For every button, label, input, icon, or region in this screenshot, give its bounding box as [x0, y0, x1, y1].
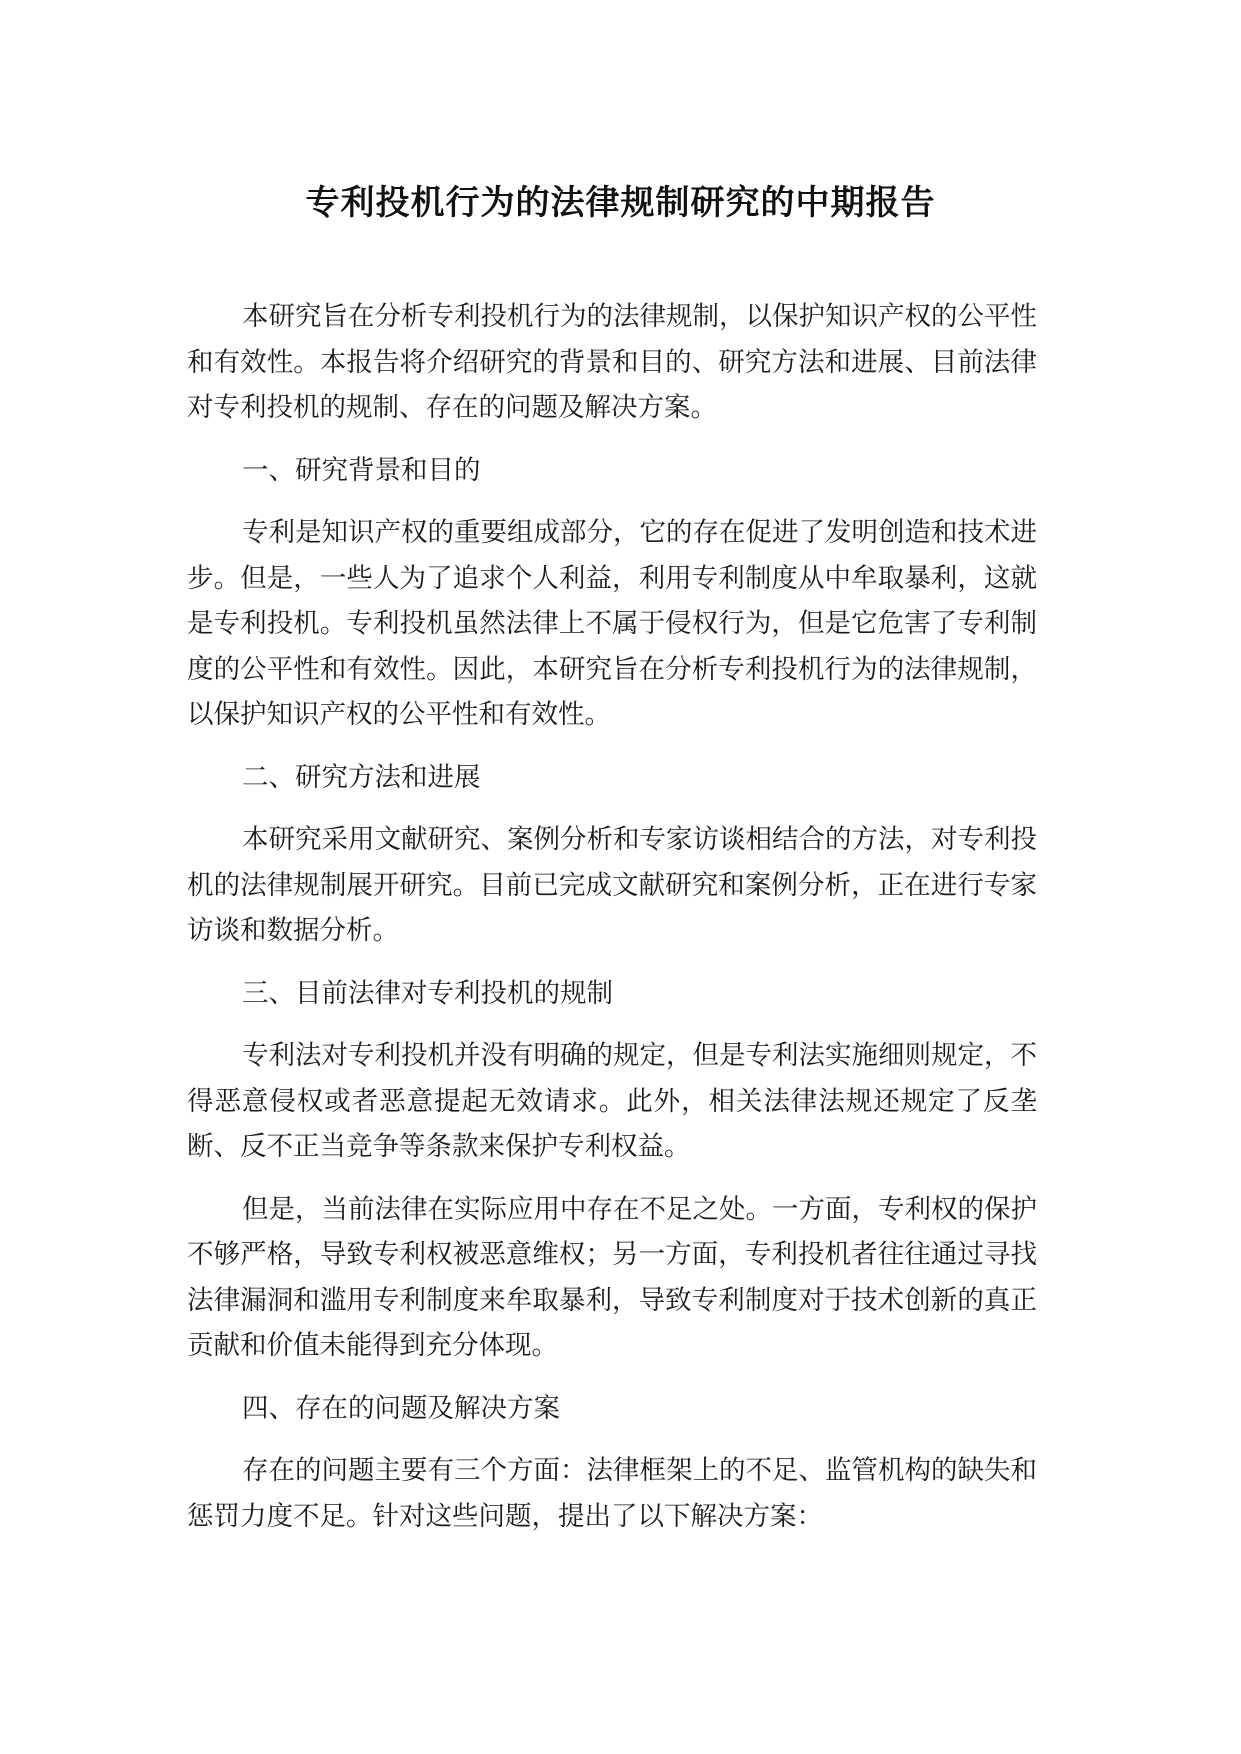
document-title: 专利投机行为的法律规制研究的中期报告: [305, 183, 936, 223]
section-heading-methods: 二、研究方法和进展: [242, 761, 481, 793]
intro-paragraph: 本研究旨在分析专利投机行为的法律规制，以保护知识产权的公平性和有效性。本报告将介绍研究的背景和目的、研究方法和进展、目前法律对专利投机的规制、存在的问题及解决方案。: [187, 301, 1037, 423]
section-heading-background: 一、研究背景和目的: [242, 454, 481, 486]
document-body: [187, 294, 1037, 1556]
background-paragraph: 专利是知识产权的重要组成部分，它的存在促进了发明创造和技术进步。但是，一些人为了追求个人利益，利用专利制度从中牟取暴利，这就是专利投机。专利投机虽然法律上不属于侵权行为，但是它危害了专利制度的公平性和有效性。因此，本研究旨在分析专利投机行为的法律规制，以保护知识产权的公平性和有效性。: [187, 517, 1037, 730]
problems-paragraph: 存在的问题主要有三个方面：法律框架上的不足、监管机构的缺失和惩罚力度不足。针对这些问题，提出了以下解决方案：: [187, 1455, 1037, 1532]
section-heading-problems: 四、存在的问题及解决方案: [242, 1392, 560, 1424]
methods-paragraph: 本研究采用文献研究、案例分析和专家访谈相结合的方法，对专利投机的法律规制展开研究。目前已完成文献研究和案例分析，正在进行专家访谈和数据分析。: [187, 824, 1037, 946]
current-law-paragraph: 专利法对专利投机并没有明确的规定，但是专利法实施细则规定，不得恶意侵权或者恶意提起无效请求。此外，相关法律法规还规定了反垄断、反不正当竞争等条款来保护专利权益。: [187, 1040, 1037, 1162]
section-heading-current-law: 三、目前法律对专利投机的规制: [242, 977, 613, 1009]
shortcomings-paragraph: 但是，当前法律在实际应用中存在不足之处。一方面，专利权的保护不够严格，导致专利权被恶意维权；另一方面，专利投机者往往通过寻找法律漏洞和滥用专利制度来牟取暴利，导致专利制度对于技术创新的真正贡献和价值未能得到充分体现。: [187, 1193, 1037, 1361]
